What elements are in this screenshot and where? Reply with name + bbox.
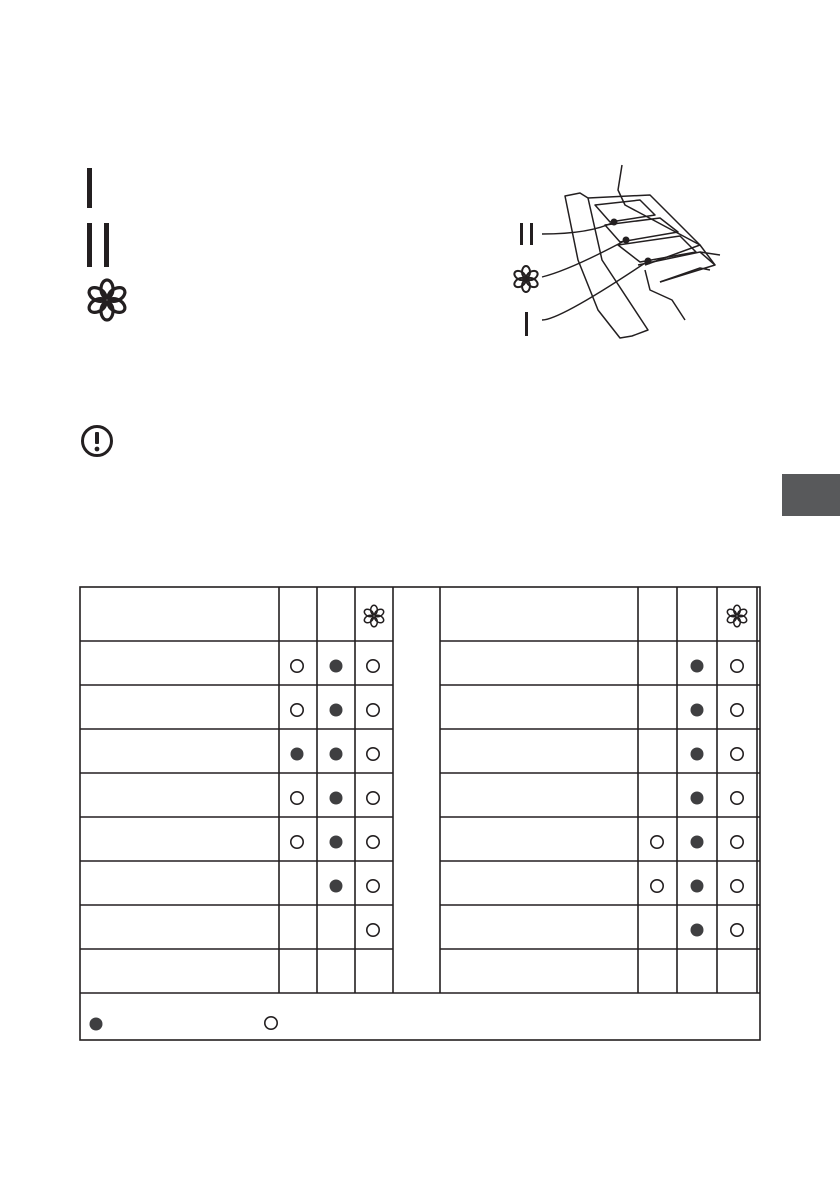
- right-empty-dot: [731, 660, 743, 672]
- right-empty-dot: [731, 924, 743, 936]
- drawer-label-two: [520, 223, 533, 245]
- right-filled-dot: [691, 836, 704, 849]
- right-filled-dot: [691, 748, 704, 761]
- table-frame: [80, 587, 760, 1040]
- dosage-table-grid: [79, 586, 761, 1042]
- left-empty-dot: [367, 792, 379, 804]
- left-empty-dot: [291, 704, 303, 716]
- detergent-drawer-diagram: [500, 160, 730, 355]
- right-filled-dot: [691, 792, 704, 805]
- left-empty-dot: [367, 880, 379, 892]
- left-empty-dot: [367, 660, 379, 672]
- left-empty-dot: [367, 704, 379, 716]
- right-empty-dot: [731, 880, 743, 892]
- left-empty-dot: [291, 660, 303, 672]
- legend-empty-dot: [265, 1017, 277, 1029]
- drawer-label-one: [525, 312, 528, 336]
- left-empty-dot: [367, 748, 379, 760]
- drawer-illustration: [500, 160, 730, 350]
- right-filled-dot: [691, 704, 704, 717]
- left-empty-dot: [291, 792, 303, 804]
- right-empty-dot: [731, 748, 743, 760]
- legend-filled-dot: [90, 1018, 103, 1031]
- compartment-one-icon: [87, 168, 92, 208]
- right-filled-dot: [691, 660, 704, 673]
- left-filled-dot: [330, 704, 343, 717]
- compartment-two-icon: [87, 223, 109, 267]
- right-filled-dot: [691, 924, 704, 937]
- softener-flower-icon: [726, 605, 748, 627]
- left-filled-dot: [330, 836, 343, 849]
- softener-flower-icon: [87, 280, 128, 320]
- left-filled-dot: [330, 660, 343, 673]
- dosage-table: [79, 586, 761, 1042]
- side-section-tab: [782, 474, 840, 516]
- drawer-softener-icon: [513, 266, 540, 292]
- left-filled-dot: [330, 792, 343, 805]
- left-empty-dot: [367, 836, 379, 848]
- left-empty-dot: [367, 924, 379, 936]
- notice: [80, 424, 114, 463]
- right-empty-dot: [651, 836, 663, 848]
- softener-flower-icon: [363, 605, 385, 627]
- symbol-stack: [80, 160, 140, 330]
- compartment-symbol-legend: [80, 160, 140, 335]
- right-filled-dot: [691, 880, 704, 893]
- left-empty-dot: [291, 836, 303, 848]
- right-empty-dot: [731, 792, 743, 804]
- exclamation-circle-icon: [80, 424, 114, 458]
- left-filled-dot: [330, 880, 343, 893]
- left-filled-dot: [330, 748, 343, 761]
- left-filled-dot: [291, 748, 304, 761]
- right-empty-dot: [731, 704, 743, 716]
- right-empty-dot: [651, 880, 663, 892]
- right-empty-dot: [731, 836, 743, 848]
